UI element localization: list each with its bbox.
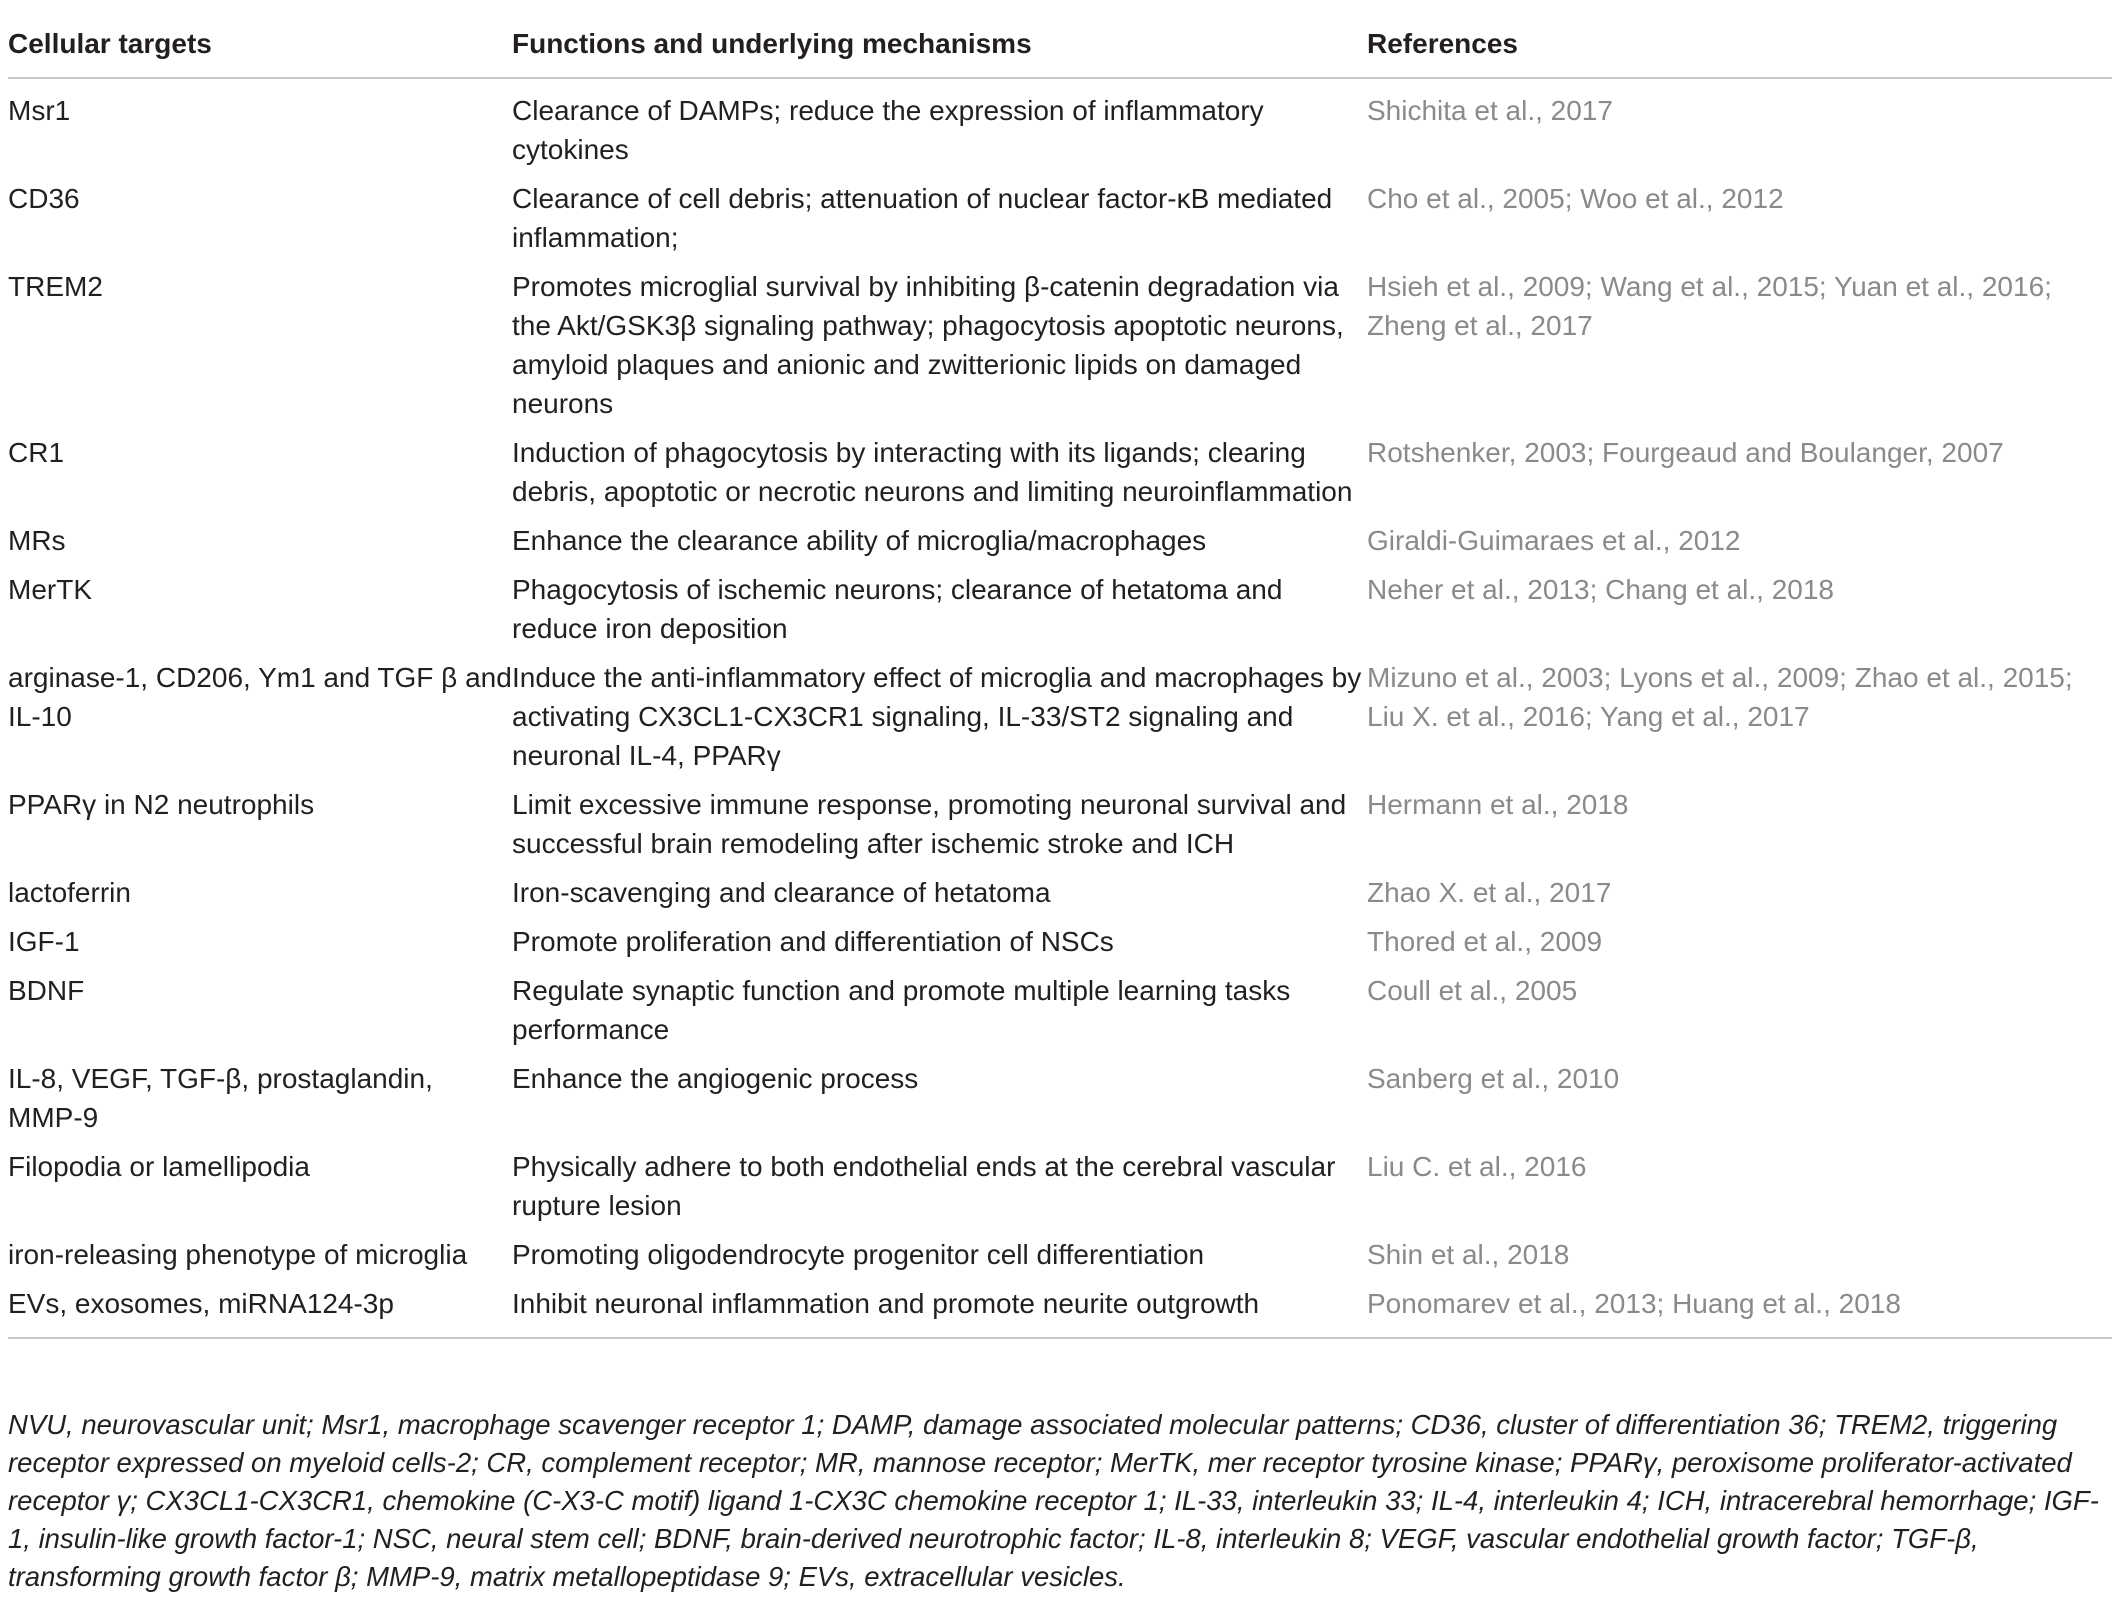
cell-references: Sanberg et al., 2010	[1367, 1063, 1620, 1094]
cell-function: Clearance of cell debris; attenuation of nuclear factor-κB mediated inflammation;	[512, 183, 1333, 253]
cell-references: Zhao X. et al., 2017	[1367, 877, 1612, 908]
cell-references: Shichita et al., 2017	[1367, 95, 1613, 126]
cell-references: Hsieh et al., 2009; Wang et al., 2015; Yuan et al., 2016; Zheng et al., 2017	[1367, 271, 2052, 341]
cellular-targets-table	[8, 14, 2112, 1339]
cell-function: Clearance of DAMPs; reduce the expression of inflammatory cytokines	[512, 95, 1264, 165]
cell-cellular-target: MerTK	[8, 574, 92, 605]
cell-cellular-target: Filopodia or lamellipodia	[8, 1151, 310, 1182]
cell-cellular-target: CD36	[8, 183, 80, 214]
table-footnote: NVU, neurovascular unit; Msr1, macrophage scavenger receptor 1; DAMP, damage associated molecular patterns; CD36, cluster of differentiation 36; TREM2, triggering receptor expressed on myeloid cells-2; CR, complement receptor; MR, mannose receptor; MerTK, mer receptor tyrosine kinase; PPARγ, peroxisome proliferator-activated receptor γ; CX3CL1-CX3CR1, chemokine (C-X3-C motif) ligand 1-CX3C chemokine receptor 1; IL-33, interleukin 33; IL-4, interleukin 4; ICH, intracerebral hemorrhage; IGF-1, insulin-like growth factor-1; NSC, neural stem cell; BDNF, brain-derived neurotrophic factor; IL-8, interleukin 8; VEGF, vascular endothelial growth factor; TGF-β, transforming growth factor β; MMP-9, matrix metallopeptidase 9; EVs, extracellular vesicles.	[8, 1409, 2099, 1592]
table-row	[8, 564, 2112, 652]
table-row	[8, 427, 2112, 515]
cell-references: Coull et al., 2005	[1367, 975, 1578, 1006]
cell-references: Neher et al., 2013; Chang et al., 2018	[1367, 574, 1834, 605]
cell-references: Thored et al., 2009	[1367, 926, 1603, 957]
cell-function: Inhibit neuronal inflammation and promote neurite outgrowth	[512, 1278, 1367, 1338]
cell-function: Promoting oligodendrocyte progenitor cell differentiation	[512, 1239, 1205, 1270]
cell-references: Giraldi-Guimaraes et al., 2012	[1367, 525, 1741, 556]
table-row	[8, 78, 2112, 173]
cell-cellular-target: EVs, exosomes, miRNA124-3p	[8, 1278, 512, 1338]
table-row	[8, 652, 2112, 779]
cell-function: Enhance the angiogenic process	[512, 1063, 919, 1094]
table-row	[8, 173, 2112, 261]
cell-cellular-target: PPARγ in N2 neutrophils	[8, 789, 315, 820]
cell-cellular-target: lactoferrin	[8, 877, 131, 908]
table-row	[8, 1278, 2112, 1338]
table-header-row	[8, 14, 2112, 78]
cell-function: Physically adhere to both endothelial ends at the cerebral vascular rupture lesion	[512, 1151, 1336, 1221]
table-row	[8, 867, 2112, 916]
table-row	[8, 965, 2112, 1053]
cell-references: Shin et al., 2018	[1367, 1239, 1570, 1270]
table-row	[8, 1053, 2112, 1141]
cell-references: Rotshenker, 2003; Fourgeaud and Boulanger, 2007	[1367, 437, 2004, 468]
cell-cellular-target: arginase-1, CD206, Ym1 and TGF β and IL-10	[8, 662, 512, 732]
table-row	[8, 779, 2112, 867]
cell-cellular-target: MRs	[8, 525, 66, 556]
cell-references: Hermann et al., 2018	[1367, 789, 1629, 820]
table-row	[8, 1229, 2112, 1278]
table-row	[8, 515, 2112, 564]
table-row	[8, 261, 2112, 427]
cell-cellular-target: IGF-1	[8, 926, 80, 957]
header-references: References	[1367, 14, 2112, 78]
cell-references: Liu C. et al., 2016	[1367, 1151, 1587, 1182]
cell-function: Promote proliferation and differentiation of NSCs	[512, 926, 1114, 957]
cell-cellular-target: TREM2	[8, 271, 103, 302]
cell-function: Phagocytosis of ischemic neurons; clearance of hetatoma and reduce iron deposition	[512, 574, 1283, 644]
table-body	[8, 78, 2112, 1338]
cell-cellular-target: iron-releasing phenotype of microglia	[8, 1239, 468, 1270]
header-cellular-targets: Cellular targets	[8, 14, 512, 78]
cell-cellular-target: Msr1	[8, 95, 71, 126]
cell-references: Mizuno et al., 2003; Lyons et al., 2009; Zhao et al., 2015; Liu X. et al., 2016; Yang et al., 2017	[1367, 662, 2073, 732]
cell-function: Induction of phagocytosis by interacting with its ligands; clearing debris, apoptotic or necrotic neurons and limiting neuroinflammation	[512, 437, 1353, 507]
header-functions: Functions and underlying mechanisms	[512, 14, 1367, 78]
cell-cellular-target: CR1	[8, 437, 65, 468]
cell-function: Regulate synaptic function and promote multiple learning tasks performance	[512, 975, 1291, 1045]
table-row	[8, 916, 2112, 965]
cell-references: Cho et al., 2005; Woo et al., 2012	[1367, 183, 1784, 214]
cell-function: Induce the anti-inflammatory effect of microglia and macrophages by activating CX3CL1-CX3CR1 signaling, IL-33/ST2 signaling and neuronal IL-4, PPARγ	[512, 662, 1362, 771]
table-row	[8, 1141, 2112, 1229]
cell-function: Promotes microglial survival by inhibiting β-catenin degradation via the Akt/GSK3β signaling pathway; phagocytosis apoptotic neurons, amyloid plaques and anionic and zwitterionic lipids on damaged neurons	[512, 271, 1344, 419]
cell-cellular-target: BDNF	[8, 975, 85, 1006]
cell-function: Enhance the clearance ability of microglia/macrophages	[512, 525, 1207, 556]
cell-function: Iron-scavenging and clearance of hetatoma	[512, 877, 1051, 908]
cell-cellular-target: IL-8, VEGF, TGF-β, prostaglandin, MMP-9	[8, 1063, 433, 1133]
cell-references: Ponomarev et al., 2013; Huang et al., 2018	[1367, 1278, 2112, 1338]
cell-function: Limit excessive immune response, promoting neuronal survival and successful brain remodeling after ischemic stroke and ICH	[512, 789, 1347, 859]
